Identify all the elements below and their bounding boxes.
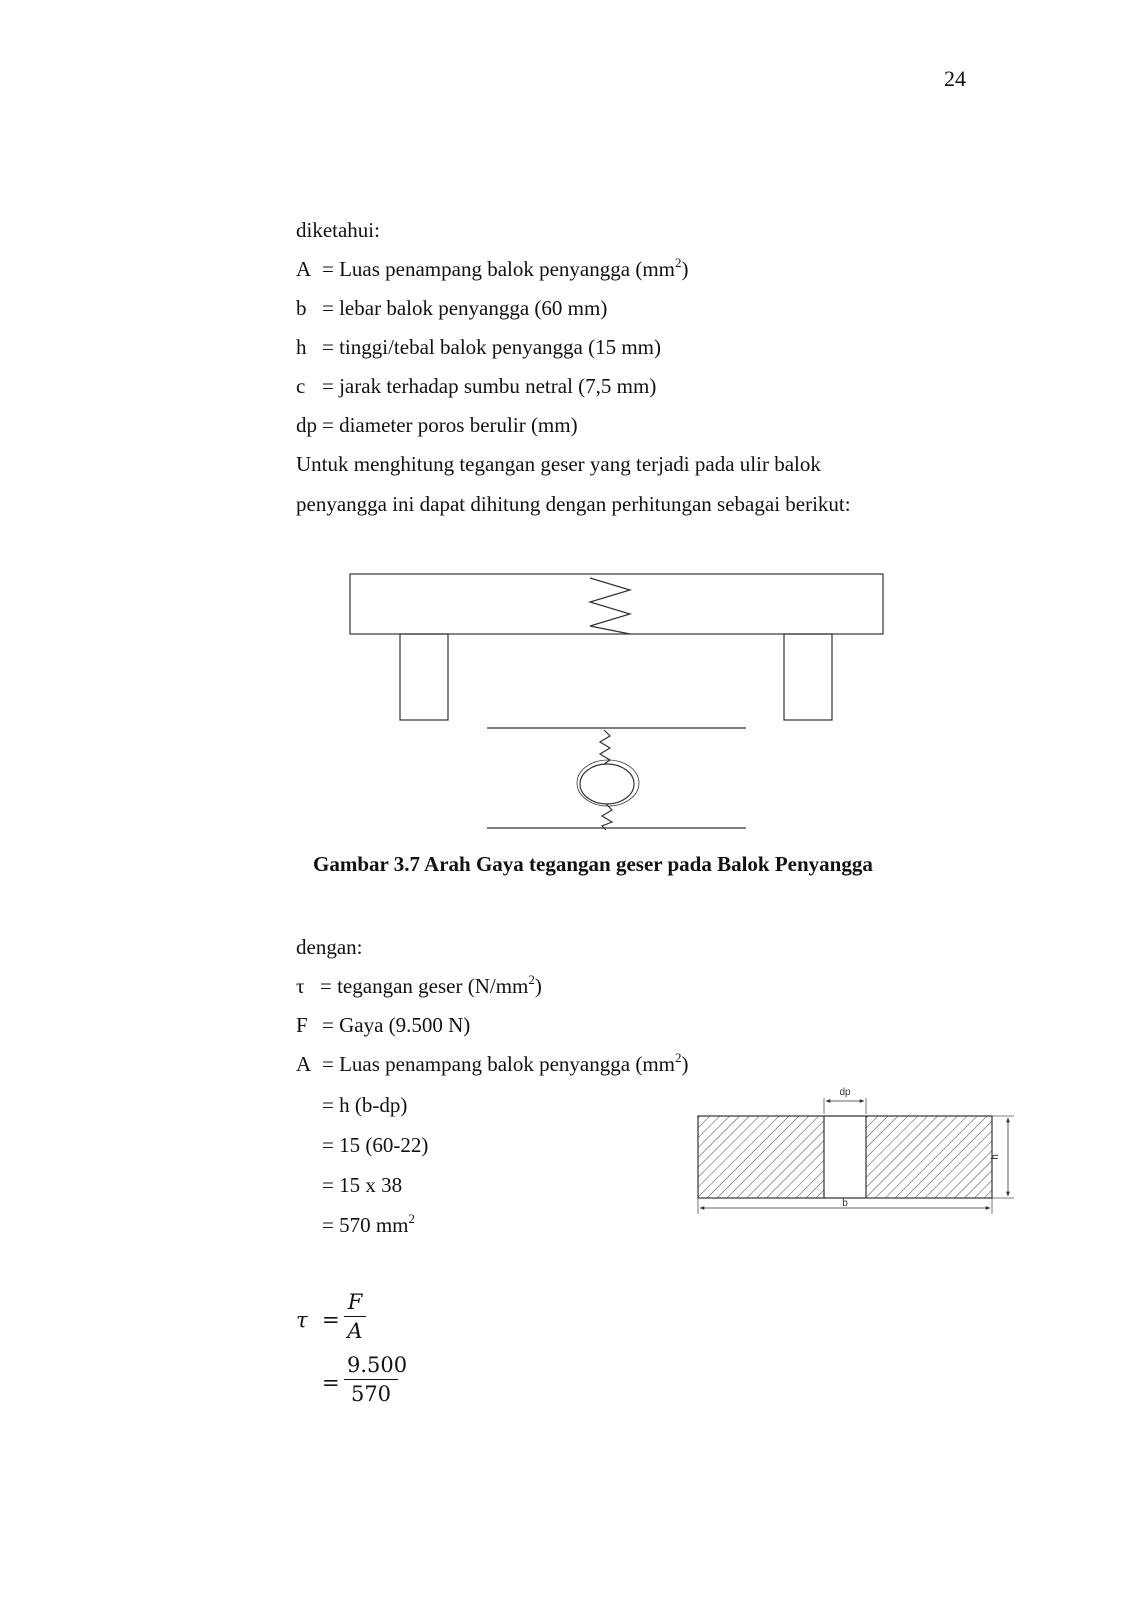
cross-section-figure xyxy=(690,1086,1020,1236)
numerator: 9.500 xyxy=(347,1353,408,1377)
with-symbol: F xyxy=(296,1013,308,1037)
given-symbol: b xyxy=(296,296,307,320)
with-text: = tegangan geser (N/mm xyxy=(320,974,529,998)
beam-shear-figure xyxy=(340,568,900,840)
calc-step: = 15 (60-22) xyxy=(322,1133,429,1157)
calc-final-text: = 570 mm xyxy=(322,1213,409,1237)
paragraph-line: penyangga ini dapat dihitung dengan perhitungan sebagai berikut: xyxy=(296,492,851,516)
given-heading: diketahui: xyxy=(296,218,380,242)
paragraph-line: Untuk menghitung tegangan geser yang terjadi pada ulir balok xyxy=(296,452,821,476)
fraction-values xyxy=(344,1353,408,1406)
page-number: 24 xyxy=(944,66,966,91)
formula-lhs: τ xyxy=(296,1308,308,1332)
fraction-bar xyxy=(344,1316,366,1317)
right-leg xyxy=(784,634,832,720)
superscript: 2 xyxy=(675,1050,682,1065)
given-symbol: c xyxy=(296,374,306,398)
calc-step-final xyxy=(322,1213,415,1237)
superscript: 2 xyxy=(528,972,535,987)
given-text: = diameter poros berulir (mm) xyxy=(322,413,578,437)
given-item-width xyxy=(296,296,607,320)
shaft-circle-outer xyxy=(577,760,639,806)
with-text: = Luas penampang balok penyangga (mm xyxy=(322,1052,675,1076)
with-tail: ) xyxy=(681,1052,689,1076)
with-symbol: τ xyxy=(296,974,305,998)
superscript: 2 xyxy=(408,1211,416,1226)
zigzag-force xyxy=(590,578,630,634)
formula-equals: = xyxy=(322,1308,340,1332)
given-symbol: A xyxy=(296,257,312,281)
with-tail: ) xyxy=(534,974,542,998)
given-text: = tinggi/tebal balok penyangga (15 mm) xyxy=(322,335,662,359)
denominator: A xyxy=(347,1319,363,1343)
given-item-neutral-axis xyxy=(296,374,656,398)
b-label: b xyxy=(842,1198,848,1209)
dp-label: dp xyxy=(839,1087,851,1098)
given-text: = Luas penampang balok penyangga (mm xyxy=(322,257,675,281)
calc-step: = h (b-dp) xyxy=(322,1093,408,1117)
given-item-diameter xyxy=(296,413,578,437)
hatched-right-block xyxy=(866,1116,992,1198)
lower-spring xyxy=(602,804,612,830)
given-symbol: h xyxy=(296,335,307,359)
given-item-height xyxy=(296,335,661,359)
upper-spring xyxy=(600,730,610,764)
with-symbol: A xyxy=(296,1052,312,1076)
figure-caption: Gambar 3.7 Arah Gaya tegangan geser pada Balok Penyangga xyxy=(313,852,873,876)
hatched-left-block xyxy=(698,1116,824,1198)
numerator: F xyxy=(347,1290,363,1314)
given-text: = lebar balok penyangga (60 mm) xyxy=(322,296,608,320)
fraction-bar xyxy=(344,1379,398,1380)
given-item-area xyxy=(296,257,689,281)
fraction-f-over-a xyxy=(344,1290,366,1343)
h-label: h xyxy=(990,1154,1001,1160)
given-symbol: dp xyxy=(296,413,317,437)
superscript: 2 xyxy=(675,255,682,270)
with-item-area xyxy=(296,1052,689,1076)
with-item-force xyxy=(296,1013,470,1037)
formula-equals: = xyxy=(322,1371,340,1395)
with-item-stress xyxy=(296,974,542,998)
with-text: = Gaya (9.500 N) xyxy=(322,1013,471,1037)
support-beam xyxy=(350,574,883,634)
given-tail: ) xyxy=(681,257,689,281)
calc-step: = 15 x 38 xyxy=(322,1173,403,1197)
shaft-circle xyxy=(580,764,634,804)
with-heading: dengan: xyxy=(296,935,363,959)
left-leg xyxy=(400,634,448,720)
denominator: 570 xyxy=(350,1382,392,1406)
given-text: = jarak terhadap sumbu netral (7,5 mm) xyxy=(322,374,657,398)
